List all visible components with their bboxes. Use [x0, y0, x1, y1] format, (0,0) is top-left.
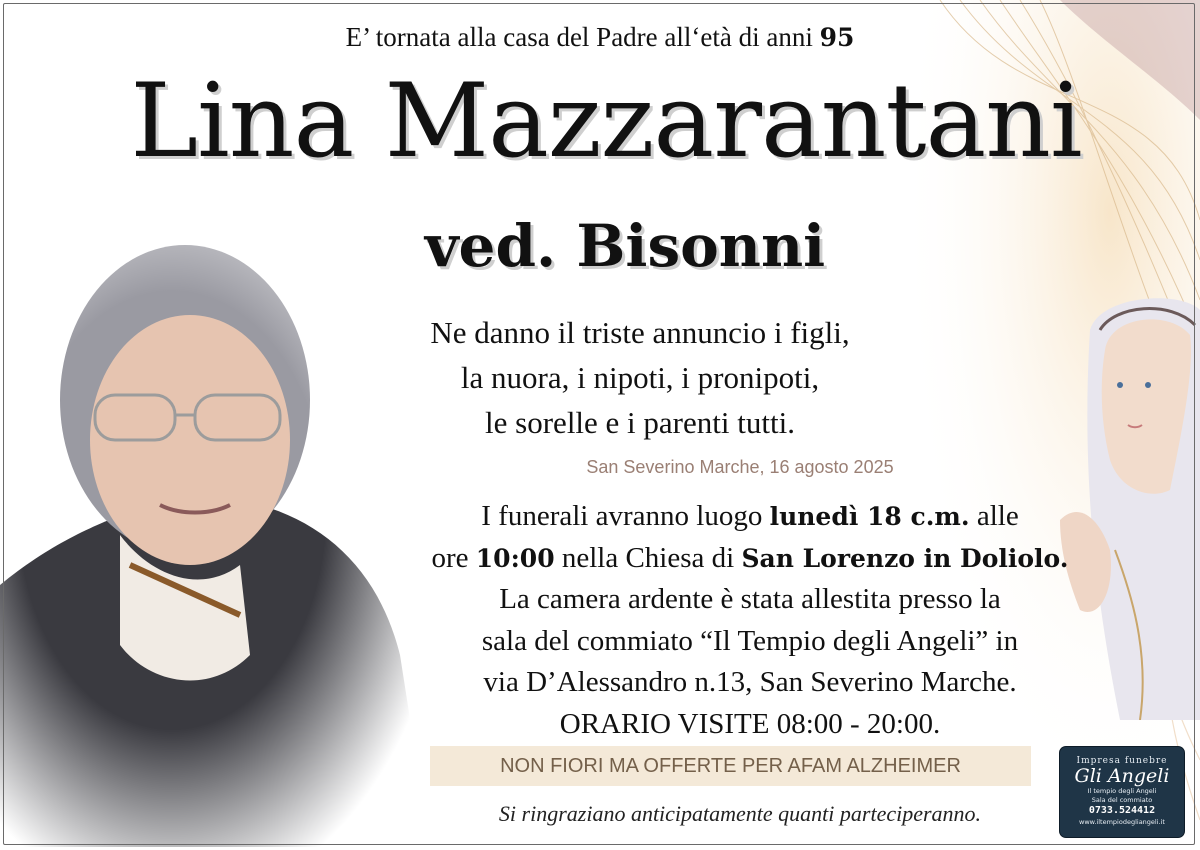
funeral-line: via D’Alessandro n.13, San Severino Marche. — [483, 666, 1017, 698]
age-value: 95 — [819, 23, 855, 52]
no-flowers-notice: NON FIORI MA OFFERTE PER AFAM ALZHEIMER — [430, 746, 1031, 786]
funeral-day: lunedì 18 c.m. — [769, 502, 970, 531]
announcement-line: la nuora, i nipoti, i pronipoti, — [460, 360, 820, 395]
funeral-text: nella Chiesa di — [561, 541, 735, 574]
logo-line: Il tempio degli Angeli — [1087, 787, 1157, 795]
logo-line: Sala del commiato — [1091, 796, 1153, 804]
funeral-text: I funerali avranno luogo — [481, 500, 763, 532]
announcement-line: le sorelle e i parenti tutti. — [485, 405, 795, 440]
married-name: ved. Bisonni — [424, 212, 826, 280]
announcement-line: Ne danno il triste annuncio i figli, — [430, 315, 850, 350]
church-name: San Lorenzo in Doliolo. — [741, 543, 1069, 573]
logo-phone: 0733.524412 — [1088, 805, 1156, 816]
funeral-text: ore — [431, 541, 469, 574]
logo-brand: Gli Angeli — [1074, 765, 1170, 787]
funeral-text: alle — [976, 500, 1019, 532]
place-date: San Severino Marche, 16 agosto 2025 — [586, 457, 894, 477]
funeral-line: La camera ardente è stata allestita presso la — [499, 583, 1001, 615]
funeral-line: sala del commiato “Il Tempio degli Angeli” in — [481, 624, 1019, 657]
logo-website: www.iltempiodegliangeli.it — [1079, 818, 1165, 826]
visiting-hours: ORARIO VISITE 08:00 - 20:00. — [559, 707, 941, 740]
intro-text: E’ tornata alla casa del Padre all‘età di anni — [345, 22, 813, 52]
thanks-line: Si ringraziano anticipatamente quanti parteciperanno. — [498, 801, 982, 826]
page-border — [3, 3, 1195, 845]
funeral-time: 10:00 — [475, 543, 555, 573]
logo-line: Impresa funebre — [1076, 756, 1168, 766]
deceased-name: Lina Mazzarantani — [130, 62, 1082, 181]
